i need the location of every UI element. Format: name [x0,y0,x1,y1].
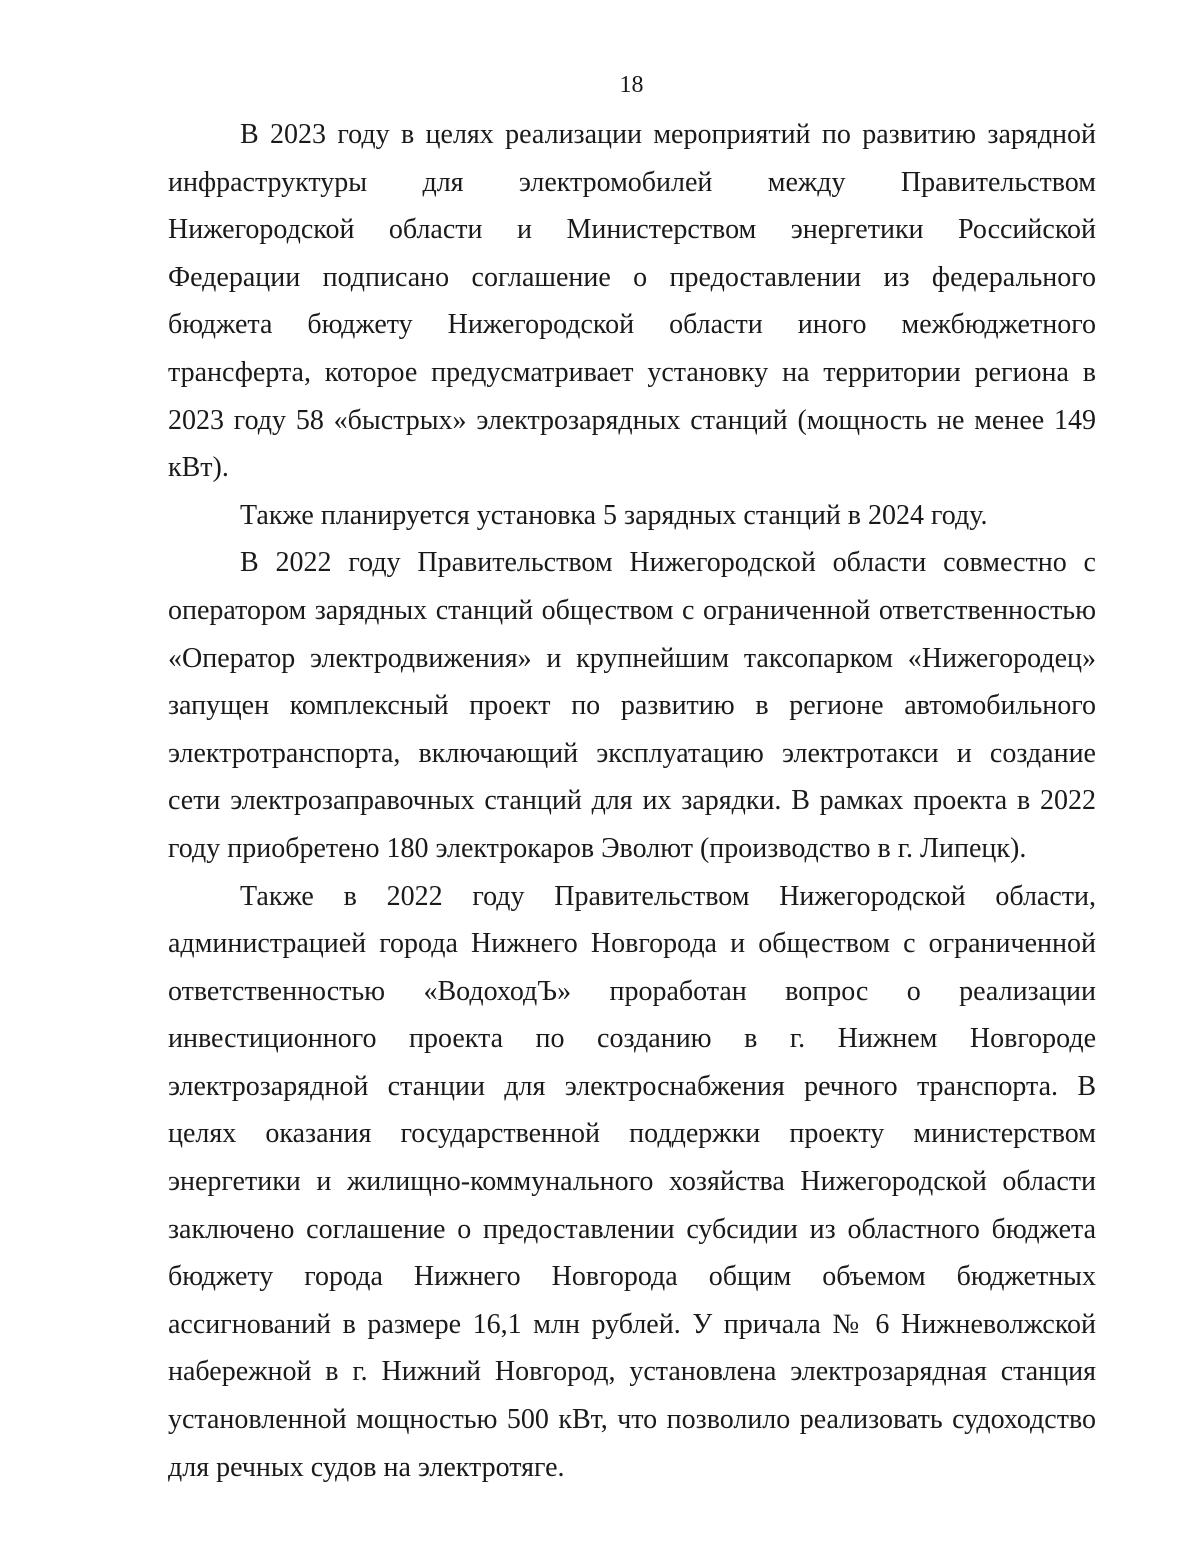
paragraph-charging-infrastructure-2023: В 2023 году в целях реализации мероприятий по развитию зарядной инфраструктуры для электромобилей между Правительством Нижегородской области и Министерством энергетики Российской Федерации подписано соглашение о предоставлении из федерального бюджета бюджету Нижегородской области иного межбюджетного трансферта, которое предусматривает установку на территории региона в 2023 году 58 «быстрых» электрозарядных станций (мощность не менее 149 кВт). [168,119,1096,484]
paragraph-electric-taxi-project: В 2022 году Правительством Нижегородской области совместно с оператором зарядных станций обществом с ограниченной ответственностью «Оператор электродвижения» и крупнейшим таксопарком «Нижегородец» запущен комплексный проект по развитию в регионе автомобильного электротранспорта, включающий эксплуатацию электротакси и создание сети электрозаправочных станций для их зарядки. В рамках проекта в 2022 году приобретено 180 электрокаров Эволют (производство в г. Липецк). [168,547,1096,864]
paragraph-stations-2024: Также планируется установка 5 зарядных станций в 2024 году. [240,499,988,531]
document-body [168,111,1096,1491]
page-number: 18 [619,72,644,98]
paragraph-river-transport-charging: Также в 2022 году Правительством Нижегородской области, администрацией города Нижнего Новгорода и обществом с ограниченной ответственностью «ВодоходЪ» проработан вопрос о реализации инвестиционного проекта по созданию в г. Нижнем Новгороде электрозарядной станции для электроснабжения речного транспорта. В целях оказания государственной поддержки проекту министерством энергетики и жилищно-коммунального хозяйства Нижегородской области заключено соглашение о предоставлении субсидии из областного бюджета бюджету города Нижнего Новгорода общим объемом бюджетных ассигнований в размере 16,1 млн рублей. У причала № 6 Нижневолжской набережной в г. Нижний Новгород, установлена электрозарядная станция установленной мощностью 500 кВт, что позволило реализовать судоходство для речных судов на электротяге. [168,880,1096,1483]
